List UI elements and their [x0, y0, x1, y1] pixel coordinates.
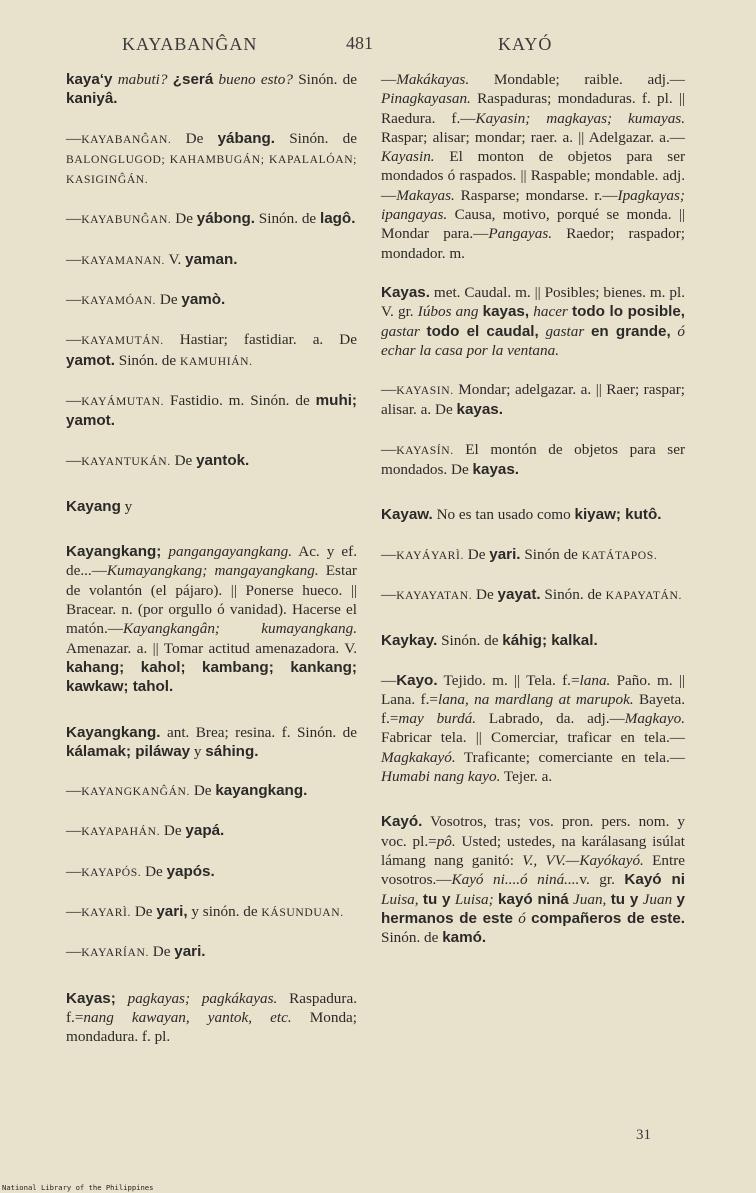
entry-text-segment: Makákayas.	[396, 71, 470, 88]
entry-text-segment: Sinón. de	[254, 210, 320, 228]
entry-text-segment: sáhing.	[205, 742, 259, 760]
entry-kayas	[66, 989, 357, 1047]
entry-text-segment: Hastiar; fastidiar. a. De	[163, 331, 357, 349]
entry-text-segment: Kayasin; magkayas; kumayas.	[475, 109, 685, 127]
library-stamp: National Library of the Philippines	[2, 1183, 154, 1192]
entry-text-segment: pagkayas; pagkákayas.	[127, 989, 278, 1007]
entry-text-segment: —	[66, 782, 82, 800]
entry-text-segment: Amenazar. a. || Tomar actitud amenazadora. V.	[66, 639, 357, 657]
entry-text-segment: ó	[518, 909, 526, 927]
entry-text-segment: kayó niná	[498, 890, 569, 908]
entry-text-segment: Pangayas.	[488, 225, 553, 243]
right-column	[381, 70, 685, 947]
entry-text-segment: El montón de objetos para ser mondados. De	[381, 440, 685, 479]
entry-text-segment: Kayas.	[381, 283, 430, 301]
entry-text-segment: Labrado, da. adj.—	[476, 710, 625, 728]
entry-kayasin-monton	[381, 440, 685, 480]
entry-text-segment: kayas,	[482, 303, 530, 321]
entry-text-segment: Kayangkang.	[66, 723, 161, 741]
entry-text-segment	[584, 323, 591, 340]
entry-text-segment: yayat.	[497, 585, 541, 603]
entry-text-segment: Humabi nang kayo.	[381, 768, 501, 786]
entry-text-segment: yamot.	[66, 351, 115, 369]
entry-text-segment: KÁSUNDUAN.	[261, 906, 344, 920]
running-head-left: KAYABANĜAN	[122, 34, 258, 54]
entry-text-segment: yábong.	[196, 210, 255, 228]
entry-text-segment: pangangayangkang.	[168, 543, 293, 561]
entry-text-segment: Raspadura. f.=	[66, 989, 357, 1026]
entry-text-segment: Sinón. de	[540, 585, 606, 603]
entry-text-segment: yábang.	[217, 129, 275, 147]
entry-text-segment: Kayangkang;	[66, 543, 162, 561]
entry-text-segment: káhig; kalkal.	[502, 632, 598, 650]
entry-text-segment: nang kawayan, yantok, etc.	[83, 1008, 292, 1026]
entry-text-segment: tu y	[610, 890, 639, 908]
entry-text-segment: Usted; ustedes, na karálasang isúlat lámang nang ganitó:	[381, 832, 685, 869]
entry-text-segment: y hermanos de este	[381, 890, 685, 927]
entry-text-segment: Sinón de	[520, 545, 582, 563]
entry-text-segment	[420, 323, 427, 340]
entry-text-segment: —	[66, 331, 82, 349]
entry-kayo-tejido	[381, 671, 685, 787]
entry-text-segment: Sinón. de	[437, 632, 503, 650]
entry-kayapos	[66, 862, 357, 882]
entry-kayamutan-fastidio	[66, 391, 357, 431]
entry-text-segment: kahang; kahol; kambang; kankang; kawkaw; tahol.	[66, 658, 357, 696]
entry-text-segment: —	[381, 71, 397, 88]
entry-text-segment: yantok.	[196, 451, 250, 469]
entry-text-segment: —	[66, 250, 82, 268]
entry-text-segment: Tejido. m. || Tela. f.=	[437, 671, 580, 689]
entry-text-segment: Sinón. de	[114, 351, 180, 369]
entry-text-segment: KAYASÍN.	[396, 443, 454, 457]
entry-text-segment: Luisa;	[454, 890, 494, 908]
entry-text-segment: KAYANTUKÁN.	[81, 454, 171, 468]
entry-text-segment: —	[66, 943, 82, 961]
entry-text-segment: Tejer. a.	[500, 768, 553, 786]
entry-text-segment: —	[381, 545, 397, 563]
entry-text-segment: y	[120, 497, 133, 515]
entry-text-segment: Juan,	[573, 890, 607, 908]
entry-text-segment: Magkayo.	[624, 710, 685, 728]
entry-text-segment: lana.	[579, 671, 611, 689]
entry-text-segment: KAYASIN.	[396, 384, 454, 398]
entry-text-segment: Fabricar tela. || Comerciar, traficar en tela.—	[381, 729, 685, 747]
entry-text-segment: todo lo posible,	[572, 303, 685, 321]
entry-text-segment: —	[381, 381, 397, 399]
entry-makakayas	[381, 70, 685, 263]
entry-text-segment: —	[381, 671, 397, 689]
entry-text-segment: Iúbos ang	[417, 303, 479, 321]
entry-text-segment: yari,	[156, 903, 188, 921]
entry-text-segment: Kaykay.	[381, 632, 438, 650]
entry-text-segment: —	[66, 903, 82, 921]
entry-text-segment: Causa, motivo, porqué se monda. || Mondar para.—	[381, 206, 685, 243]
entry-text-segment: Traficante; comerciante en tela.—	[455, 748, 685, 766]
entry-text-segment	[116, 990, 128, 1007]
entry-text-segment: KATÁTAPOS.	[581, 548, 658, 562]
entry-kayamoan	[66, 290, 357, 310]
entry-text-segment: yaman.	[185, 250, 238, 268]
entry-text-segment: y	[190, 742, 206, 760]
entry-text-segment: Kayó.	[381, 813, 423, 831]
entry-text-segment: Vosotros, tras; vos. pron. pers. nom. y voc. pl.=	[381, 813, 685, 850]
entry-text-segment: todo el caudal,	[426, 322, 539, 340]
entry-text-segment: Fastidio. m. Sinón. de	[164, 391, 316, 409]
entry-kayarian	[66, 942, 357, 962]
entry-kayas-met	[381, 283, 685, 360]
entry-text-segment: KAYAMANAN.	[81, 253, 166, 267]
entry-text-segment: Monda; mondadura. f. pl.	[66, 1008, 357, 1046]
entry-text-segment: ¿será	[172, 71, 214, 88]
entry-text-segment: bueno esto?	[218, 71, 293, 88]
entry-text-segment: V.	[165, 250, 186, 268]
entry-text-segment: De	[463, 545, 490, 563]
entry-text-segment: kálamak; piláway	[66, 742, 191, 760]
entry-text-segment: KAYARÍAN.	[81, 946, 149, 960]
entry-text-segment: Kayangkangân; kumayangkang.	[122, 620, 357, 638]
entry-text-segment: De	[472, 585, 498, 603]
entry-kayangkang	[66, 542, 357, 696]
entry-text-segment: kiyaw; kutô.	[574, 506, 662, 524]
page-number: 481	[346, 33, 373, 53]
entry-text-segment: Pinagkayasan.	[381, 90, 471, 108]
entry-text-segment: hacer	[533, 303, 568, 321]
entry-text-segment: lagô.	[319, 210, 356, 228]
entry-text-segment: KAYABANĜAN.	[81, 132, 172, 146]
entry-text-segment: ant. Brea; resina. f. Sinón. de	[160, 723, 357, 741]
entry-text-segment: Rasparse; mondarse. r.—	[454, 186, 618, 204]
entry-text-segment: Sinón. de	[274, 129, 357, 147]
entry-text-segment: Estar de volantón (el pájaro). || Ponerse hueco. || Bracear. n. (por orgullo ó vanidad). Hacerse el matón.—	[66, 562, 357, 638]
entry-text-segment: Kayas;	[66, 989, 116, 1007]
entry-text-segment: muhi; yamot.	[66, 391, 357, 430]
entry-text-segment: KAYANGKANĜÁN.	[81, 785, 191, 799]
entry-text-segment: ó echar la casa por la ventana.	[381, 322, 686, 359]
entry-kayayatan	[381, 585, 685, 605]
entry-text-segment: Paño. m. || Lana. f.=	[381, 671, 685, 708]
entry-text-segment: yapós.	[166, 862, 215, 880]
entry-kayaw	[381, 505, 685, 524]
entry-text-segment: Luisa,	[381, 890, 419, 908]
entry-text-segment: —	[381, 585, 397, 603]
running-head-right: KAYÓ	[498, 34, 553, 54]
entry-text-segment: kaya‘y	[66, 71, 113, 88]
entry-text-segment: compañeros de este.	[531, 909, 686, 927]
entry-text-segment: Entre vosotros.—	[381, 851, 686, 889]
entry-text-segment: kayangkang.	[215, 782, 308, 800]
entry-text-segment: Kayó ni	[624, 871, 686, 889]
entry-text-segment: —	[66, 210, 82, 228]
entry-kayangkang-brea	[66, 723, 357, 762]
entry-text-segment: KAMUHIÁN.	[179, 354, 253, 368]
entry-text-segment: De	[156, 291, 182, 309]
entry-kaykay	[381, 631, 685, 650]
entry-text-segment: KAYAMÓAN.	[81, 294, 157, 308]
entry-kayo-vosotros	[381, 812, 685, 947]
entry-text-segment: met. Caudal. m. || Posibles; bienes. m. pl. V. gr.	[381, 283, 685, 321]
entry-kayari	[66, 902, 357, 922]
entry-text-segment: tu y	[422, 890, 451, 908]
entry-text-segment: Kayo.	[396, 671, 438, 689]
entry-text-segment: De	[131, 903, 157, 921]
entry-text-segment: y sinón. de	[187, 903, 262, 921]
entry-kayayari	[381, 545, 685, 565]
entry-text-segment: Ipagkayas; ipangayas.	[381, 186, 685, 224]
entry-kayamutan	[66, 330, 357, 371]
entry-text-segment: Kayasin.	[381, 148, 435, 166]
entry-text-segment: KAPAYATÁN.	[605, 588, 682, 602]
entry-text-segment: Ac. y ef. de...—	[66, 543, 358, 580]
entry-text-segment: KAYARÌ.	[81, 906, 132, 920]
signature-mark: 31	[636, 1127, 651, 1143]
entry-text-segment: KAYABUNĜAN.	[81, 213, 172, 227]
entry-text-segment: Magkakayó.	[381, 748, 456, 766]
entry-text-segment: Raspaduras; mondaduras. f. pl. || Raedura. f.—	[381, 90, 685, 127]
entry-text-segment: De	[171, 129, 218, 147]
entry-text-segment: lana, na mardlang at marupok.	[437, 690, 634, 708]
entry-text-segment: kamó.	[442, 929, 487, 947]
entry-text-segment: gastar	[381, 322, 420, 340]
entry-text-segment: yari.	[489, 545, 521, 563]
entry-text-segment: KAYÁMUTAN.	[81, 394, 165, 408]
entry-kayangkangan	[66, 781, 357, 801]
entry-text-segment: en grande,	[590, 322, 671, 340]
entry-kayabangan	[66, 129, 357, 190]
entry-text-segment: No es tan usado como	[432, 506, 575, 524]
entry-text-segment: Mondable; raible. adj.—	[469, 71, 685, 88]
entry-text-segment: Kumayangkang; mangayangkang.	[106, 562, 319, 580]
entry-text-segment: Sinón. de	[381, 929, 443, 947]
entry-text-segment: Kayó ni....ó niná....	[451, 871, 580, 889]
entry-text-segment: Raedor; raspador; mondador. m.	[381, 225, 685, 262]
entry-text-segment: Mondar; adelgazar. a. || Raer; raspar; alisar. a. De	[381, 381, 685, 419]
entry-kayantukan	[66, 451, 357, 471]
entry-text-segment: KAYÁYARÌ.	[396, 548, 464, 562]
entry-text-segment: v. gr.	[579, 871, 625, 889]
entry-text-segment: —	[66, 129, 82, 147]
entry-text-segment: —	[66, 451, 82, 469]
entry-text-segment: mabuti?	[117, 71, 168, 88]
entry-text-segment: kaniyâ.	[66, 90, 118, 108]
entry-text-segment: pô.	[436, 832, 456, 850]
entry-text-segment: may burdá.	[398, 710, 477, 728]
entry-text-segment: De	[171, 210, 197, 228]
entry-text-segment: KAYAYATAN.	[396, 588, 473, 602]
entry-text-segment: kayas.	[472, 461, 519, 479]
entry-text-segment: yapá.	[185, 822, 225, 840]
entry-text-segment: Kayaw.	[381, 506, 433, 524]
entry-text-segment: El monton de objetos para ser mondados ó raspados. || Raspable; mondable. adj.—	[381, 148, 685, 204]
entry-text-segment: V., VV.—Kayókayó.	[522, 851, 644, 869]
entry-kayang	[66, 497, 357, 516]
entry-text-segment: —	[381, 440, 397, 458]
entry-text-segment: Kayang	[66, 497, 121, 515]
entry-text-segment: gastar	[545, 322, 585, 340]
entry-text-segment: kayas.	[456, 401, 503, 419]
entry-text-segment: KAYAPAHÁN.	[81, 825, 161, 839]
entry-text-segment: BALONGLUGOD; KAHAMBUGÁN; KAPALALÓAN; KASIGINĜÁN.	[66, 152, 357, 187]
entry-text-segment: KAYAPÓS.	[81, 865, 142, 879]
entry-text-segment: —	[66, 391, 82, 409]
entry-text-segment: De	[190, 782, 216, 800]
entry-text-segment: yari.	[174, 943, 206, 961]
entry-text-segment: De	[160, 822, 186, 840]
entry-kaya-y	[66, 70, 357, 109]
entry-text-segment: Bayeta. f.=	[381, 690, 685, 728]
entry-text-segment: —	[66, 291, 82, 309]
entry-text-segment: —	[66, 822, 82, 840]
entry-text-segment: Sinón. de	[292, 71, 358, 88]
entry-text-segment: Juan	[642, 890, 673, 908]
entry-text-segment: Raspar; alisar; mondar; raer. a. || Adelgazar. a.—	[381, 128, 685, 146]
entry-text-segment: —	[66, 862, 82, 880]
entry-kayabungan	[66, 209, 357, 229]
entry-text-segment: yamò.	[181, 291, 226, 309]
entry-text-segment: KAYAMUTÁN.	[81, 334, 164, 348]
entry-text-segment: De	[148, 943, 175, 961]
entry-text-segment: De	[170, 451, 197, 469]
entry-text-segment: De	[141, 862, 167, 880]
entry-kayasin	[381, 380, 685, 420]
entry-text-segment: Makayas.	[396, 186, 455, 204]
entry-kayamanan	[66, 250, 357, 270]
left-column	[66, 70, 357, 1047]
entry-kayapahan	[66, 821, 357, 841]
